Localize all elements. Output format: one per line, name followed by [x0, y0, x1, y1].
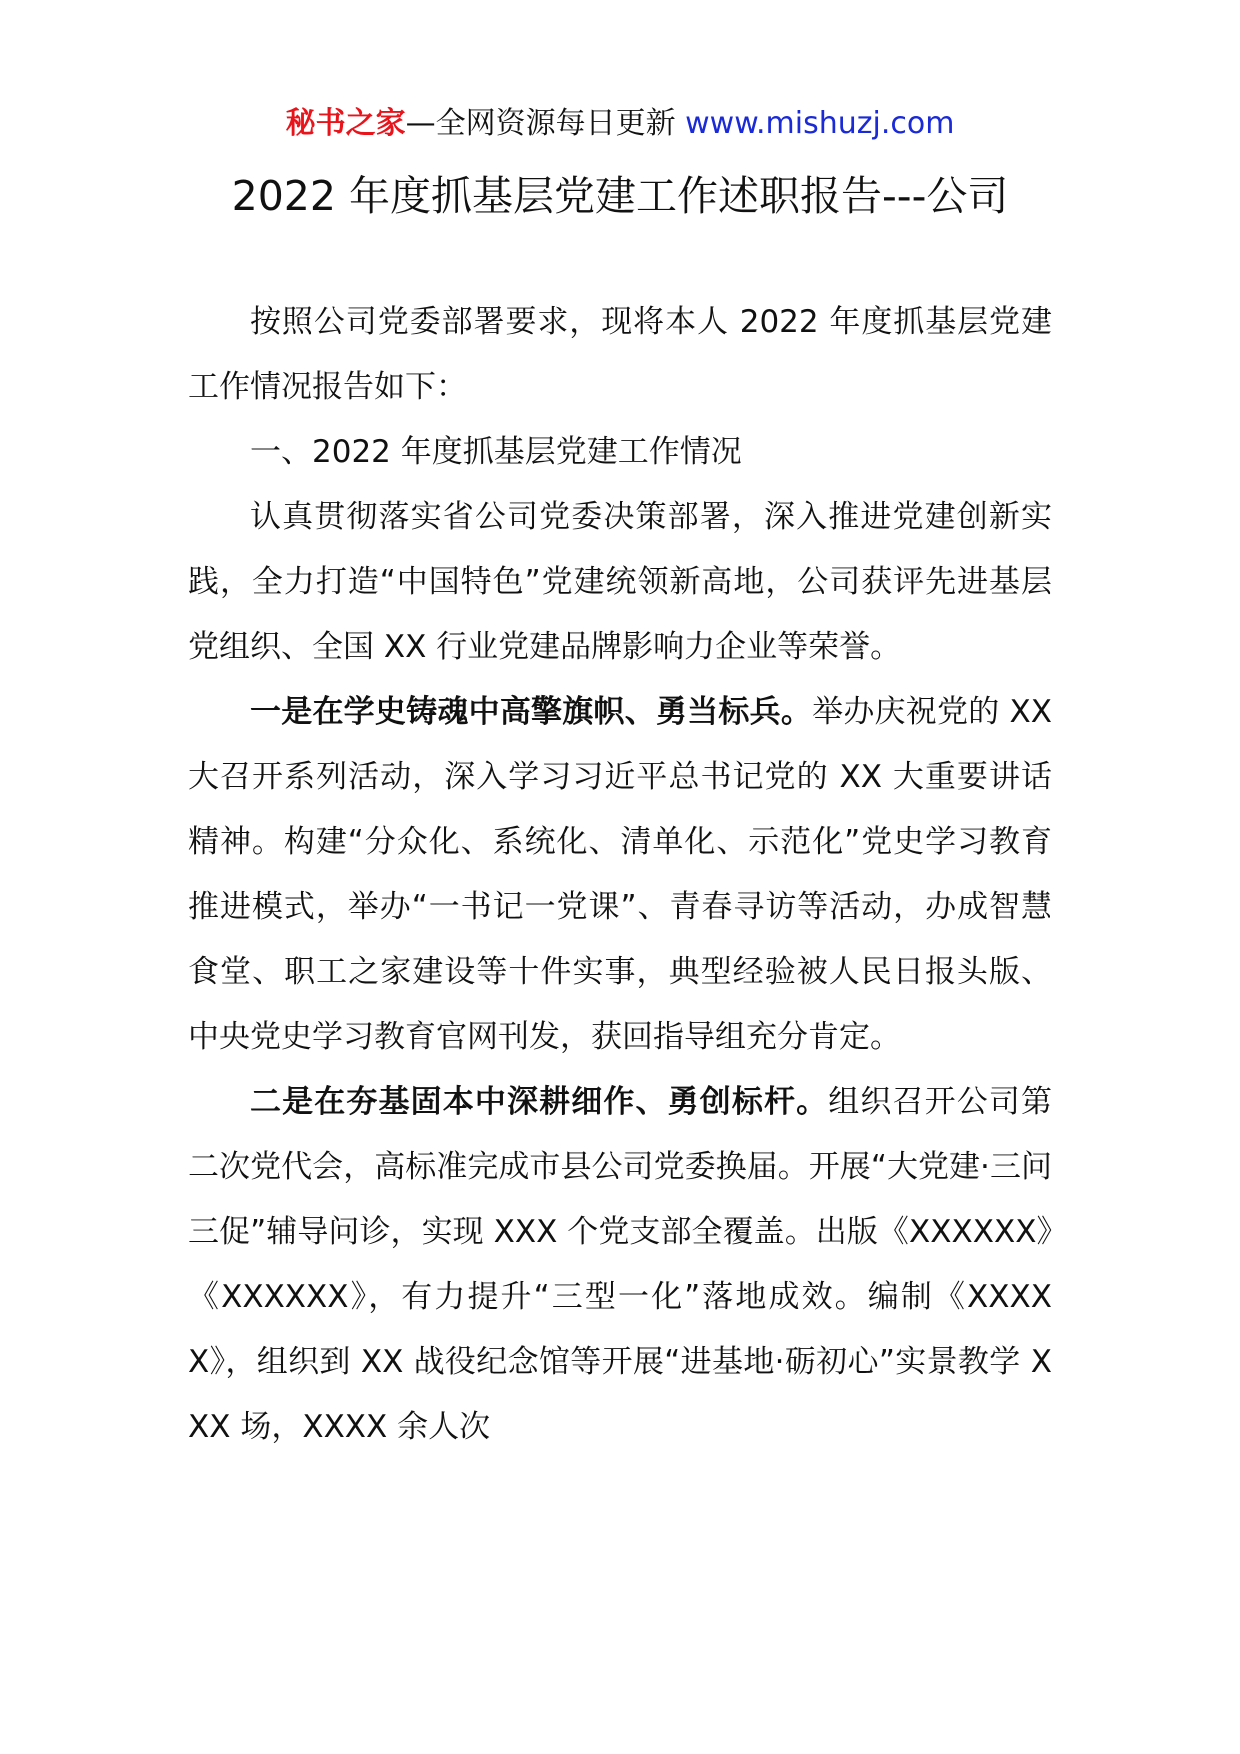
- paragraph-lead: 二是在夯基固本中深耕细作、勇创标杆。: [250, 1084, 829, 1120]
- site-url-link[interactable]: www.mishuzj.com: [685, 106, 955, 141]
- paragraph-text: 一、2022 年度抓基层党建工作情况: [250, 434, 742, 470]
- brand-name: 秘书之家: [285, 106, 406, 141]
- document-body: [188, 290, 1052, 1460]
- section-heading: [188, 420, 1052, 485]
- document-title: 2022 年度抓基层党建工作述职报告---公司: [231, 172, 1009, 220]
- intro-paragraph: [188, 290, 1052, 420]
- point-one-paragraph: [188, 680, 1052, 1070]
- paragraph-lead: 一是在学史铸魂中高擎旗帜、勇当标兵。: [250, 694, 813, 730]
- site-header: [0, 104, 1240, 144]
- paragraph-text: 组织召开公司第二次党代会，高标准完成市县公司党委换届。开展“大党建·三问三促”辅导问诊，实现 XXX 个党支部全覆盖。出版《XXXXXX》《XXXXXX》，有力提升“三型一化”落地成效。编制《XXXXX》，组织到 XX 战役纪念馆等开展“进基地·砺初心”实景教学 XXX 场，XXXX 余人次: [188, 1084, 1052, 1445]
- paragraph-text: 按照公司党委部署要求，现将本人 2022 年度抓基层党建工作情况报告如下：: [188, 304, 1052, 405]
- site-slogan: —全网资源每日更新: [405, 106, 676, 141]
- summary-paragraph: [188, 485, 1052, 680]
- paragraph-text: 认真贯彻落实省公司党委决策部署，深入推进党建创新实践，全力打造“中国特色”党建统领新高地，公司获评先进基层党组织、全国 XX 行业党建品牌影响力企业等荣誉。: [188, 499, 1052, 665]
- point-two-paragraph: [188, 1070, 1052, 1460]
- paragraph-text: 举办庆祝党的 XX 大召开系列活动，深入学习习近平总书记党的 XX 大重要讲话精神。构建“分众化、系统化、清单化、示范化”党史学习教育推进模式，举办“一书记一党课”、青春寻访等活动，办成智慧食堂、职工之家建设等十件实事，典型经验被人民日报头版、中央党史学习教育官网刊发，获回指导组充分肯定。: [188, 694, 1053, 1055]
